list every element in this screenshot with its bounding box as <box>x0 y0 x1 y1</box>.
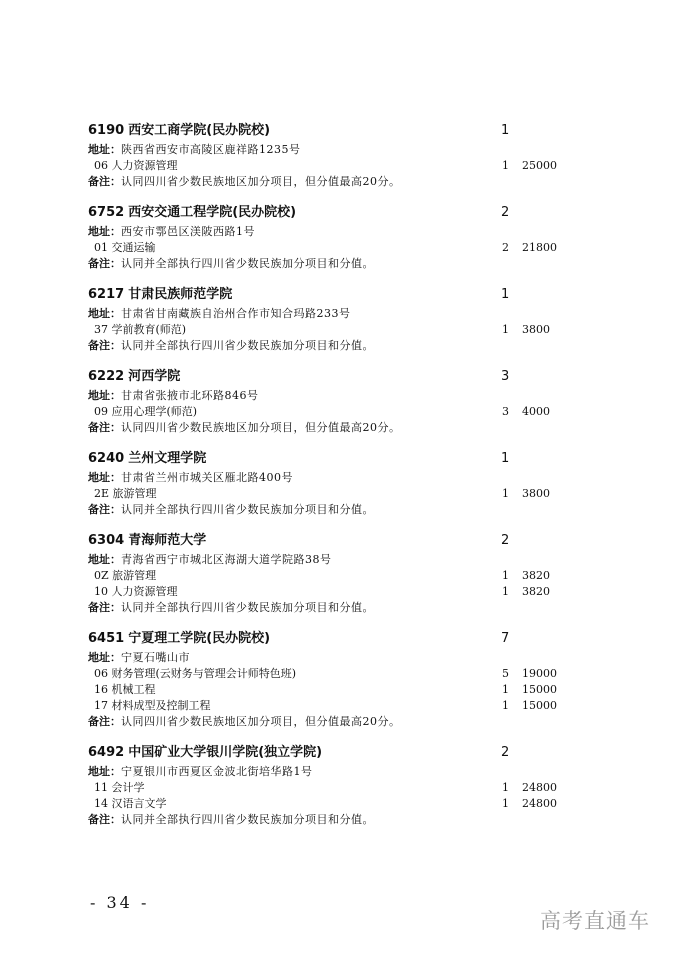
major-name <box>88 241 156 254</box>
tuition-fee: 3800 <box>522 487 550 500</box>
major-row <box>88 158 588 174</box>
address-text: 甘肃省张掖市北环路846号 <box>121 389 259 402</box>
major-name <box>88 683 156 696</box>
major-count: 1 <box>502 699 509 712</box>
school-header <box>88 202 588 224</box>
school-code: 6240 <box>88 451 125 466</box>
major-label: 材料成型及控制工程 <box>111 699 211 712</box>
address-line <box>88 650 588 666</box>
tuition-fee: 3800 <box>522 323 550 336</box>
school-name: 中国矿业大学银川学院(独立学院) <box>128 745 323 760</box>
school-entry <box>88 284 588 366</box>
school-code: 6752 <box>88 205 125 220</box>
plan-count: 1 <box>501 287 510 302</box>
plan-count: 1 <box>501 451 510 466</box>
major-count: 1 <box>502 323 509 336</box>
note-label: 备注： <box>88 175 121 188</box>
major-code: 06 <box>94 667 108 680</box>
school-entry <box>88 530 588 628</box>
major-name <box>88 667 296 680</box>
address-label: 地址： <box>88 307 121 320</box>
note-line <box>88 502 588 518</box>
plan-count: 2 <box>501 205 510 220</box>
major-count: 1 <box>502 781 509 794</box>
address-line <box>88 552 588 568</box>
school-name: 甘肃民族师范学院 <box>128 287 233 302</box>
major-code: 17 <box>94 699 108 712</box>
address-label: 地址： <box>88 553 121 566</box>
major-label: 人力资源管理 <box>111 585 178 598</box>
page-number: - 34 - <box>90 893 150 912</box>
school-header <box>88 120 588 142</box>
school-entry <box>88 366 588 448</box>
address-line <box>88 470 588 486</box>
major-row <box>88 666 588 682</box>
school-header <box>88 448 588 470</box>
major-name <box>88 797 167 810</box>
note-label: 备注： <box>88 339 121 352</box>
major-label: 交通运输 <box>111 241 156 254</box>
plan-count: 2 <box>501 745 510 760</box>
school-entry <box>88 202 588 284</box>
major-row <box>88 698 588 714</box>
school-name: 兰州文理学院 <box>128 451 207 466</box>
address-line <box>88 224 588 240</box>
major-code: 01 <box>94 241 108 254</box>
major-label: 机械工程 <box>111 683 156 696</box>
major-code: 16 <box>94 683 108 696</box>
major-label: 会计学 <box>111 781 145 794</box>
address-label: 地址： <box>88 651 121 664</box>
major-code: 37 <box>94 323 108 336</box>
major-label: 学前教育(师范) <box>111 323 187 336</box>
tuition-fee: 15000 <box>522 699 557 712</box>
major-name <box>88 781 145 794</box>
major-code: 14 <box>94 797 108 810</box>
major-row <box>88 322 588 338</box>
major-row <box>88 240 588 256</box>
note-label: 备注： <box>88 503 121 516</box>
address-label: 地址： <box>88 225 121 238</box>
major-count: 5 <box>502 667 509 680</box>
major-code: 06 <box>94 159 108 172</box>
major-label: 人力资源管理 <box>111 159 178 172</box>
school-name: 青海师范大学 <box>128 533 207 548</box>
address-text: 青海省西宁市城北区海湖大道学院路38号 <box>121 553 332 566</box>
school-entry <box>88 628 588 742</box>
note-text: 认同四川省少数民族地区加分项目，但分值最高20分。 <box>121 715 401 728</box>
address-label: 地址： <box>88 765 121 778</box>
school-entry <box>88 120 588 202</box>
major-count: 1 <box>502 569 509 582</box>
major-count: 1 <box>502 683 509 696</box>
note-line <box>88 256 588 272</box>
note-text: 认同并全部执行四川省少数民族加分项目和分值。 <box>121 503 374 516</box>
school-entry <box>88 448 588 530</box>
address-label: 地址： <box>88 143 121 156</box>
major-count: 1 <box>502 487 509 500</box>
major-row <box>88 780 588 796</box>
address-text: 西安市鄠邑区渼陂西路1号 <box>121 225 255 238</box>
major-code: 0Z <box>94 569 109 582</box>
address-text: 宁夏石嘴山市 <box>121 651 190 664</box>
school-header <box>88 530 588 552</box>
school-header <box>88 284 588 306</box>
major-code: 09 <box>94 405 108 418</box>
tuition-fee: 19000 <box>522 667 557 680</box>
school-code: 6304 <box>88 533 125 548</box>
school-code: 6217 <box>88 287 125 302</box>
school-code: 6492 <box>88 745 125 760</box>
address-line <box>88 142 588 158</box>
note-line <box>88 338 588 354</box>
school-name: 西安交通工程学院(民办院校) <box>128 205 297 220</box>
note-text: 认同并全部执行四川省少数民族加分项目和分值。 <box>121 601 374 614</box>
school-code: 6190 <box>88 123 125 138</box>
school-header <box>88 628 588 650</box>
note-label: 备注： <box>88 813 121 826</box>
major-label: 旅游管理 <box>112 569 157 582</box>
note-label: 备注： <box>88 257 121 270</box>
note-text: 认同四川省少数民族地区加分项目，但分值最高20分。 <box>121 175 401 188</box>
school-code: 6222 <box>88 369 125 384</box>
plan-count: 2 <box>501 533 510 548</box>
school-list <box>88 120 588 840</box>
tuition-fee: 24800 <box>522 781 557 794</box>
address-text: 甘肃省兰州市城关区雁北路400号 <box>121 471 293 484</box>
major-label: 应用心理学(师范) <box>111 405 198 418</box>
major-row <box>88 568 588 584</box>
tuition-fee: 21800 <box>522 241 557 254</box>
plan-count: 3 <box>501 369 510 384</box>
plan-count: 7 <box>501 631 510 646</box>
watermark: 高考直通车 <box>540 909 650 933</box>
major-count: 2 <box>502 241 509 254</box>
major-row <box>88 584 588 600</box>
major-name <box>88 487 157 500</box>
address-label: 地址： <box>88 471 121 484</box>
major-name <box>88 585 178 598</box>
major-name <box>88 569 156 582</box>
major-name <box>88 159 178 172</box>
tuition-fee: 3820 <box>522 569 550 582</box>
major-count: 1 <box>502 797 509 810</box>
note-line <box>88 174 588 190</box>
address-line <box>88 306 588 322</box>
major-name <box>88 405 197 418</box>
note-label: 备注： <box>88 601 121 614</box>
plan-count: 1 <box>501 123 510 138</box>
school-name: 河西学院 <box>128 369 181 384</box>
address-text: 甘肃省甘南藏族自治州合作市知合玛路233号 <box>121 307 351 320</box>
major-label: 汉语言文学 <box>111 797 167 810</box>
major-count: 3 <box>502 405 509 418</box>
note-line <box>88 812 588 828</box>
major-name <box>88 323 186 336</box>
major-code: 10 <box>94 585 108 598</box>
tuition-fee: 24800 <box>522 797 557 810</box>
note-line <box>88 420 588 436</box>
address-text: 陕西省西安市高陵区鹿祥路1235号 <box>121 143 301 156</box>
note-text: 认同并全部执行四川省少数民族加分项目和分值。 <box>121 257 374 270</box>
school-name: 宁夏理工学院(民办院校) <box>128 631 271 646</box>
major-code: 2E <box>94 487 110 500</box>
school-header <box>88 742 588 764</box>
school-header <box>88 366 588 388</box>
address-line <box>88 388 588 404</box>
major-count: 1 <box>502 585 509 598</box>
note-line <box>88 714 588 730</box>
note-text: 认同四川省少数民族地区加分项目，但分值最高20分。 <box>121 421 401 434</box>
major-row <box>88 486 588 502</box>
major-row <box>88 404 588 420</box>
note-label: 备注： <box>88 715 121 728</box>
school-entry <box>88 742 588 840</box>
tuition-fee: 25000 <box>522 159 557 172</box>
tuition-fee: 4000 <box>522 405 550 418</box>
major-name <box>88 699 211 712</box>
major-count: 1 <box>502 159 509 172</box>
address-text: 宁夏银川市西夏区金波北街培华路1号 <box>121 765 313 778</box>
note-text: 认同并全部执行四川省少数民族加分项目和分值。 <box>121 813 374 826</box>
note-label: 备注： <box>88 421 121 434</box>
note-line <box>88 600 588 616</box>
tuition-fee: 15000 <box>522 683 557 696</box>
major-row <box>88 682 588 698</box>
major-code: 11 <box>94 781 108 794</box>
address-label: 地址： <box>88 389 121 402</box>
major-label: 财务管理(云财务与管理会计师特色班) <box>111 667 297 680</box>
tuition-fee: 3820 <box>522 585 550 598</box>
address-line <box>88 764 588 780</box>
school-code: 6451 <box>88 631 125 646</box>
major-row <box>88 796 588 812</box>
school-name: 西安工商学院(民办院校) <box>128 123 271 138</box>
note-text: 认同并全部执行四川省少数民族加分项目和分值。 <box>121 339 374 352</box>
major-label: 旅游管理 <box>112 487 157 500</box>
